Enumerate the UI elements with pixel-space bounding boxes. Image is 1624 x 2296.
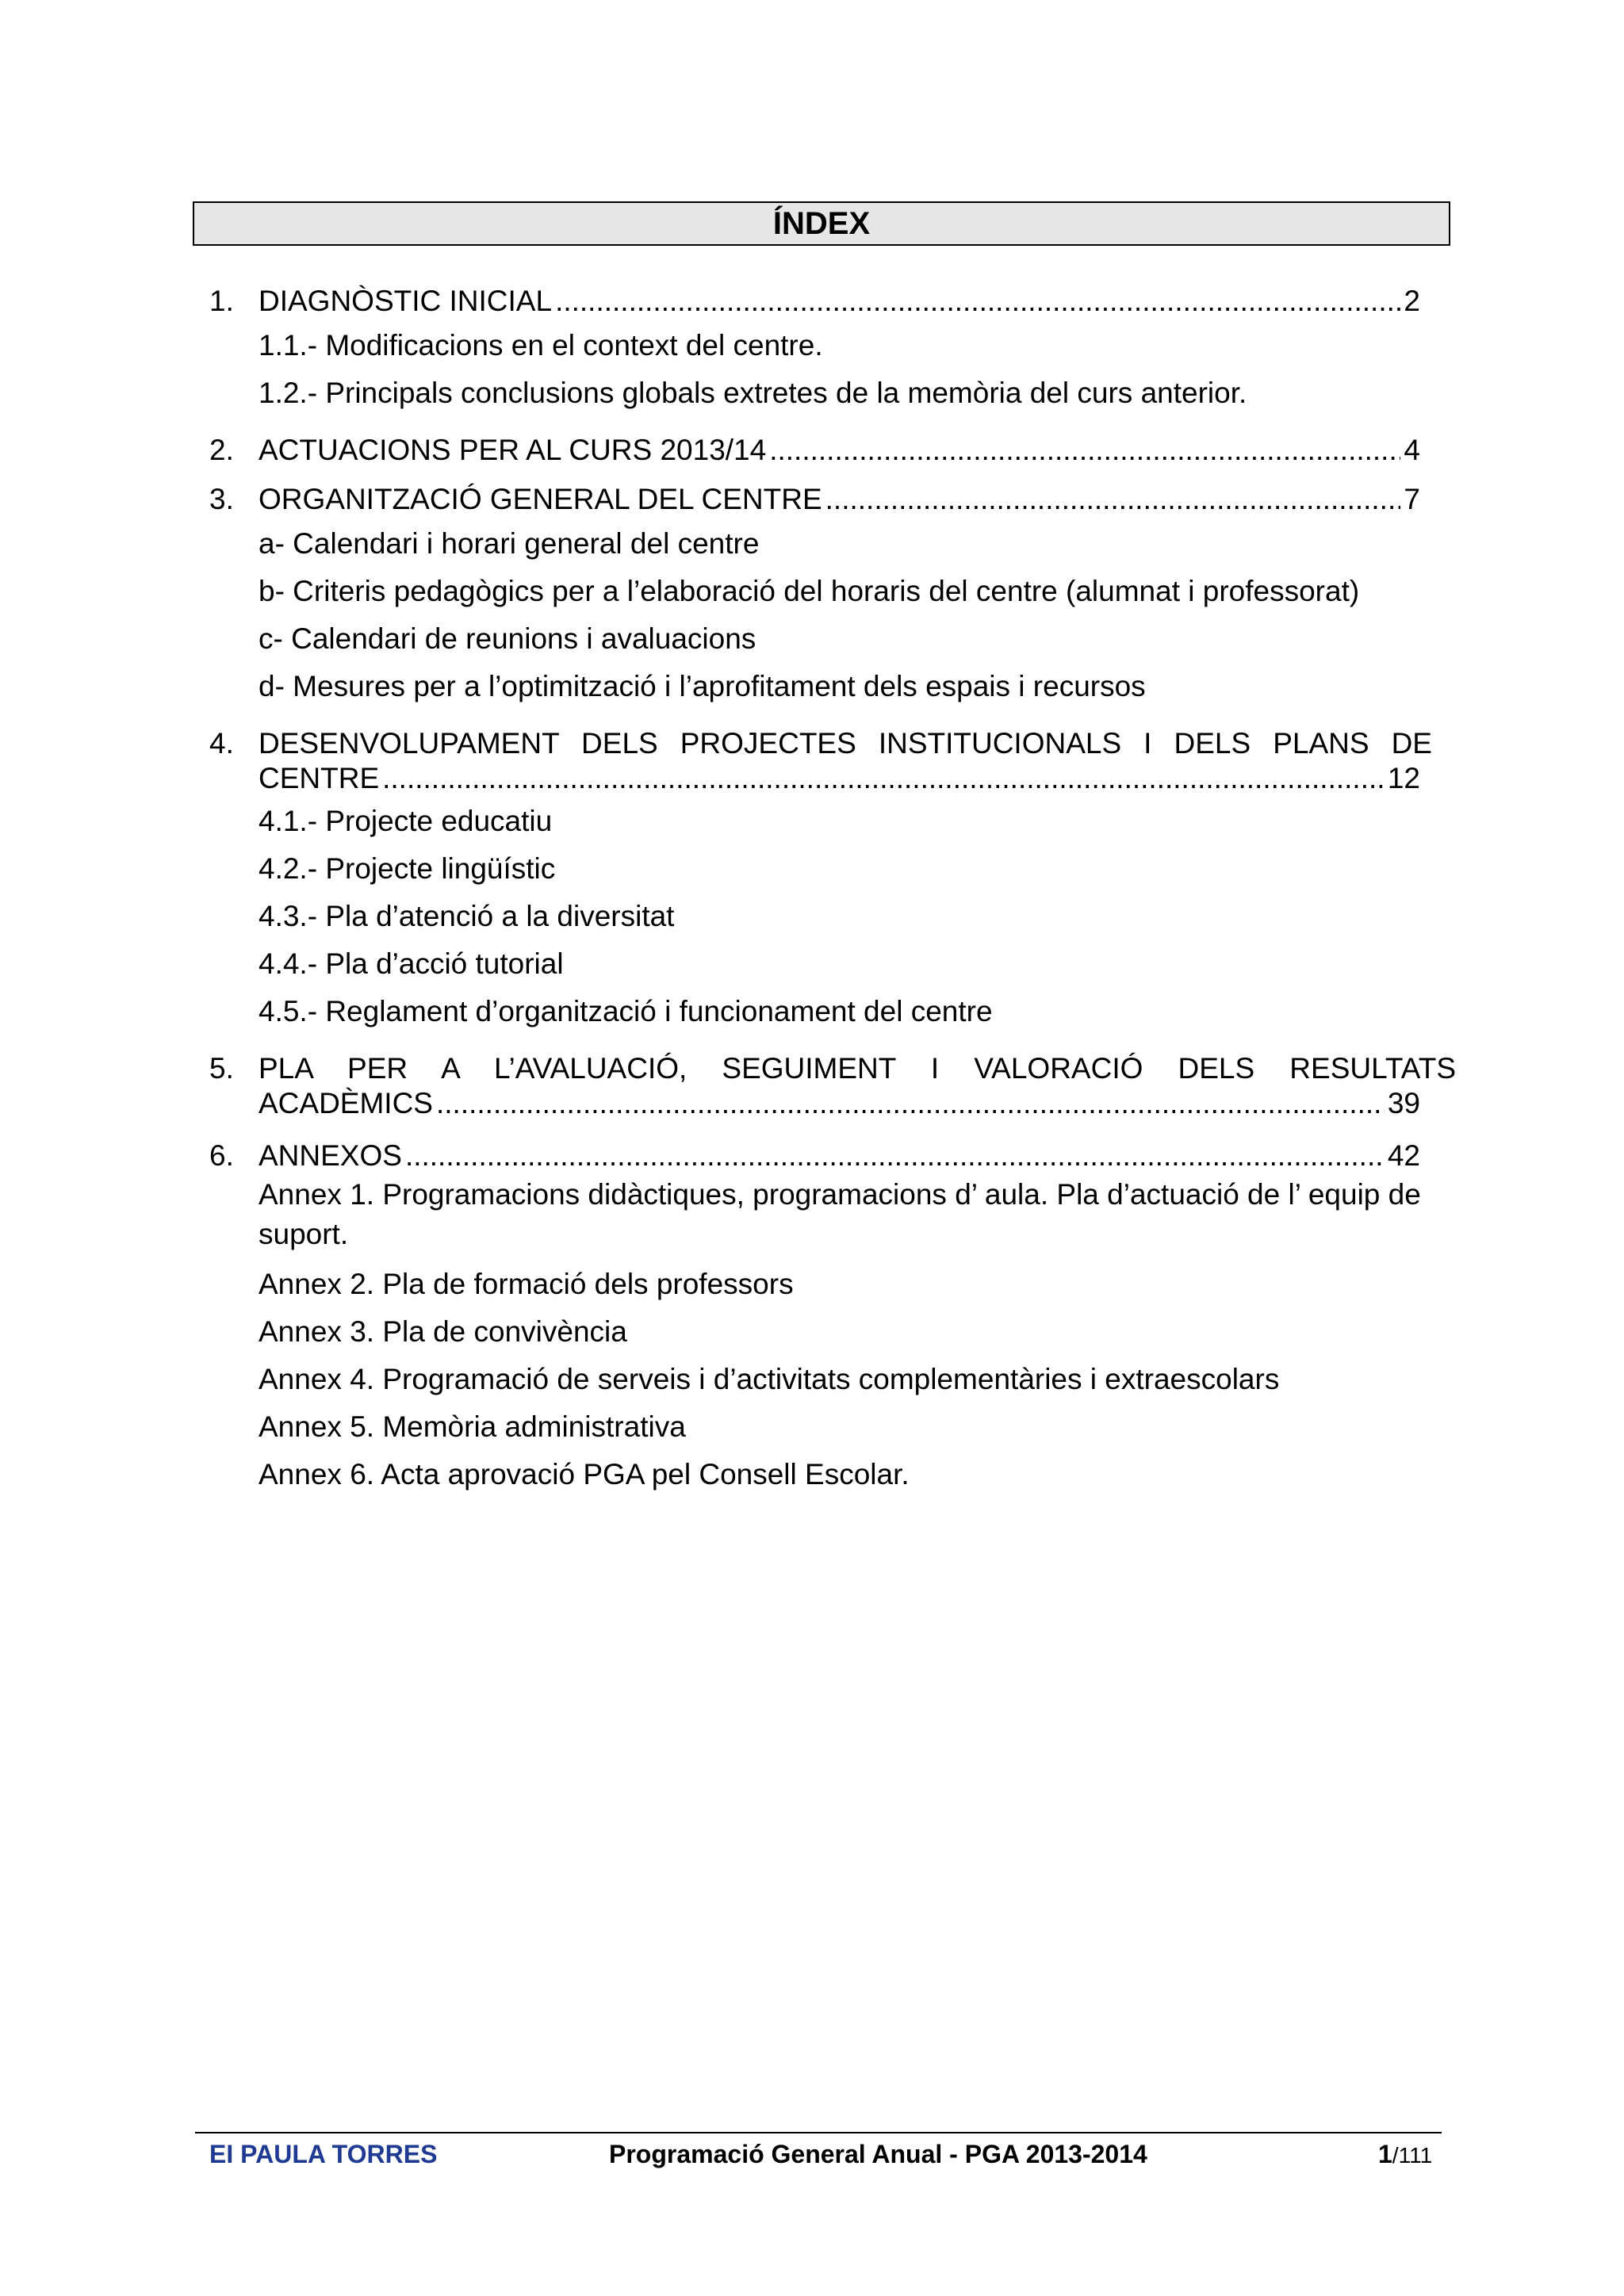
toc-subentry[interactable]: 4.4.- Pla d’acció tutorial xyxy=(259,947,564,980)
toc-subentry[interactable]: Annex 1. Programacions didàctiques, programacions d’ aula. Pla d’actuació de l’ equip de suport. xyxy=(259,1178,1421,1250)
toc-subentry[interactable]: 4.3.- Pla d’atenció a la diversitat xyxy=(259,900,675,932)
toc-subentry[interactable]: 4.2.- Projecte lingüístic xyxy=(259,852,556,885)
dot-leader xyxy=(436,1086,1385,1121)
toc-entry-page: 4 xyxy=(1404,434,1420,466)
dot-leader xyxy=(555,284,1400,319)
section-number: 1. xyxy=(209,285,234,317)
footer-page-number xyxy=(1378,2138,1432,2172)
toc-entry[interactable] xyxy=(259,1138,1420,1173)
toc-entry-title: ANNEXOS xyxy=(259,1139,402,1172)
toc-subentry[interactable]: Annex 5. Memòria administrativa xyxy=(259,1410,686,1443)
section-number: 3. xyxy=(209,483,234,515)
toc-subentry[interactable]: 4.5.- Reglament d’organització i funcionament del centre xyxy=(259,995,993,1027)
toc-entry[interactable] xyxy=(259,482,1420,517)
dot-leader xyxy=(405,1138,1385,1173)
toc-entry-title: DIAGNÒSTIC INICIAL xyxy=(259,285,553,317)
toc-entry-page: 7 xyxy=(1404,483,1420,515)
toc-entry-title-line1[interactable]: PLA PER A L’AVALUACIÓ, SEGUIMENT I VALORACIÓ DELS RESULTATS xyxy=(259,1052,1456,1085)
toc-subentry[interactable]: a- Calendari i horari general del centre xyxy=(259,527,760,560)
toc-entry[interactable] xyxy=(259,284,1420,319)
toc-entry-page: 42 xyxy=(1387,1139,1420,1172)
toc-subentry[interactable]: b- Criteris pedagògics per a l’elaboració del horaris del centre (alumnat i professorat) xyxy=(259,575,1360,607)
toc-entry-title: CENTRE xyxy=(259,762,380,794)
toc-entry-page: 39 xyxy=(1387,1087,1420,1119)
section-number: 5. xyxy=(209,1052,234,1085)
footer-document-title: Programació General Anual - PGA 2013-2014 xyxy=(609,2140,1147,2168)
toc-entry-page: 2 xyxy=(1404,285,1420,317)
section-number: 2. xyxy=(209,434,234,466)
toc-subentry[interactable]: Annex 4. Programació de serveis i d’activitats complementàries i extraescolars xyxy=(259,1363,1280,1395)
toc-entry[interactable] xyxy=(259,433,1420,468)
toc-entry-title: ORGANITZACIÓ GENERAL DEL CENTRE xyxy=(259,483,822,515)
toc-entry-page: 12 xyxy=(1387,762,1420,794)
toc-subentry[interactable]: Annex 6. Acta aprovació PGA pel Consell Escolar. xyxy=(259,1458,910,1490)
toc-entry-title-line1[interactable]: DESENVOLUPAMENT DELS PROJECTES INSTITUCIONALS I DELS PLANS DE xyxy=(259,727,1432,760)
toc-subentry[interactable]: Annex 2. Pla de formació dels professors xyxy=(259,1268,794,1300)
toc-subentry[interactable]: d- Mesures per a l’optimització i l’aprofitament dels espais i recursos xyxy=(259,670,1146,702)
current-page: 1 xyxy=(1378,2140,1392,2168)
footer-school-name: EI PAULA TORRES xyxy=(209,2140,438,2168)
section-number: 4. xyxy=(209,727,234,760)
footer-divider xyxy=(195,2132,1442,2133)
total-pages: /111 xyxy=(1392,2143,1433,2168)
toc-subentry[interactable]: 1.1.- Modificacions en el context del centre. xyxy=(259,329,823,362)
toc-entry[interactable] xyxy=(259,1086,1420,1121)
toc-subentry[interactable]: 1.2.- Principals conclusions globals extretes de la memòria del curs anterior. xyxy=(259,377,1247,409)
toc-subentry[interactable]: c- Calendari de reunions i avaluacions xyxy=(259,622,756,655)
toc-entry[interactable] xyxy=(259,761,1420,796)
toc-subentry[interactable]: 4.1.- Projecte educatiu xyxy=(259,805,553,837)
dot-leader xyxy=(825,482,1401,517)
toc-entry-title: ACADÈMICS xyxy=(259,1087,433,1119)
section-number: 6. xyxy=(209,1139,234,1172)
dot-leader xyxy=(382,761,1385,796)
toc-entry-title: ACTUACIONS PER AL CURS 2013/14 xyxy=(259,434,767,466)
toc-subentry[interactable]: Annex 3. Pla de convivència xyxy=(259,1315,627,1348)
dot-leader xyxy=(769,433,1400,468)
index-title: ÍNDEX xyxy=(193,201,1450,246)
